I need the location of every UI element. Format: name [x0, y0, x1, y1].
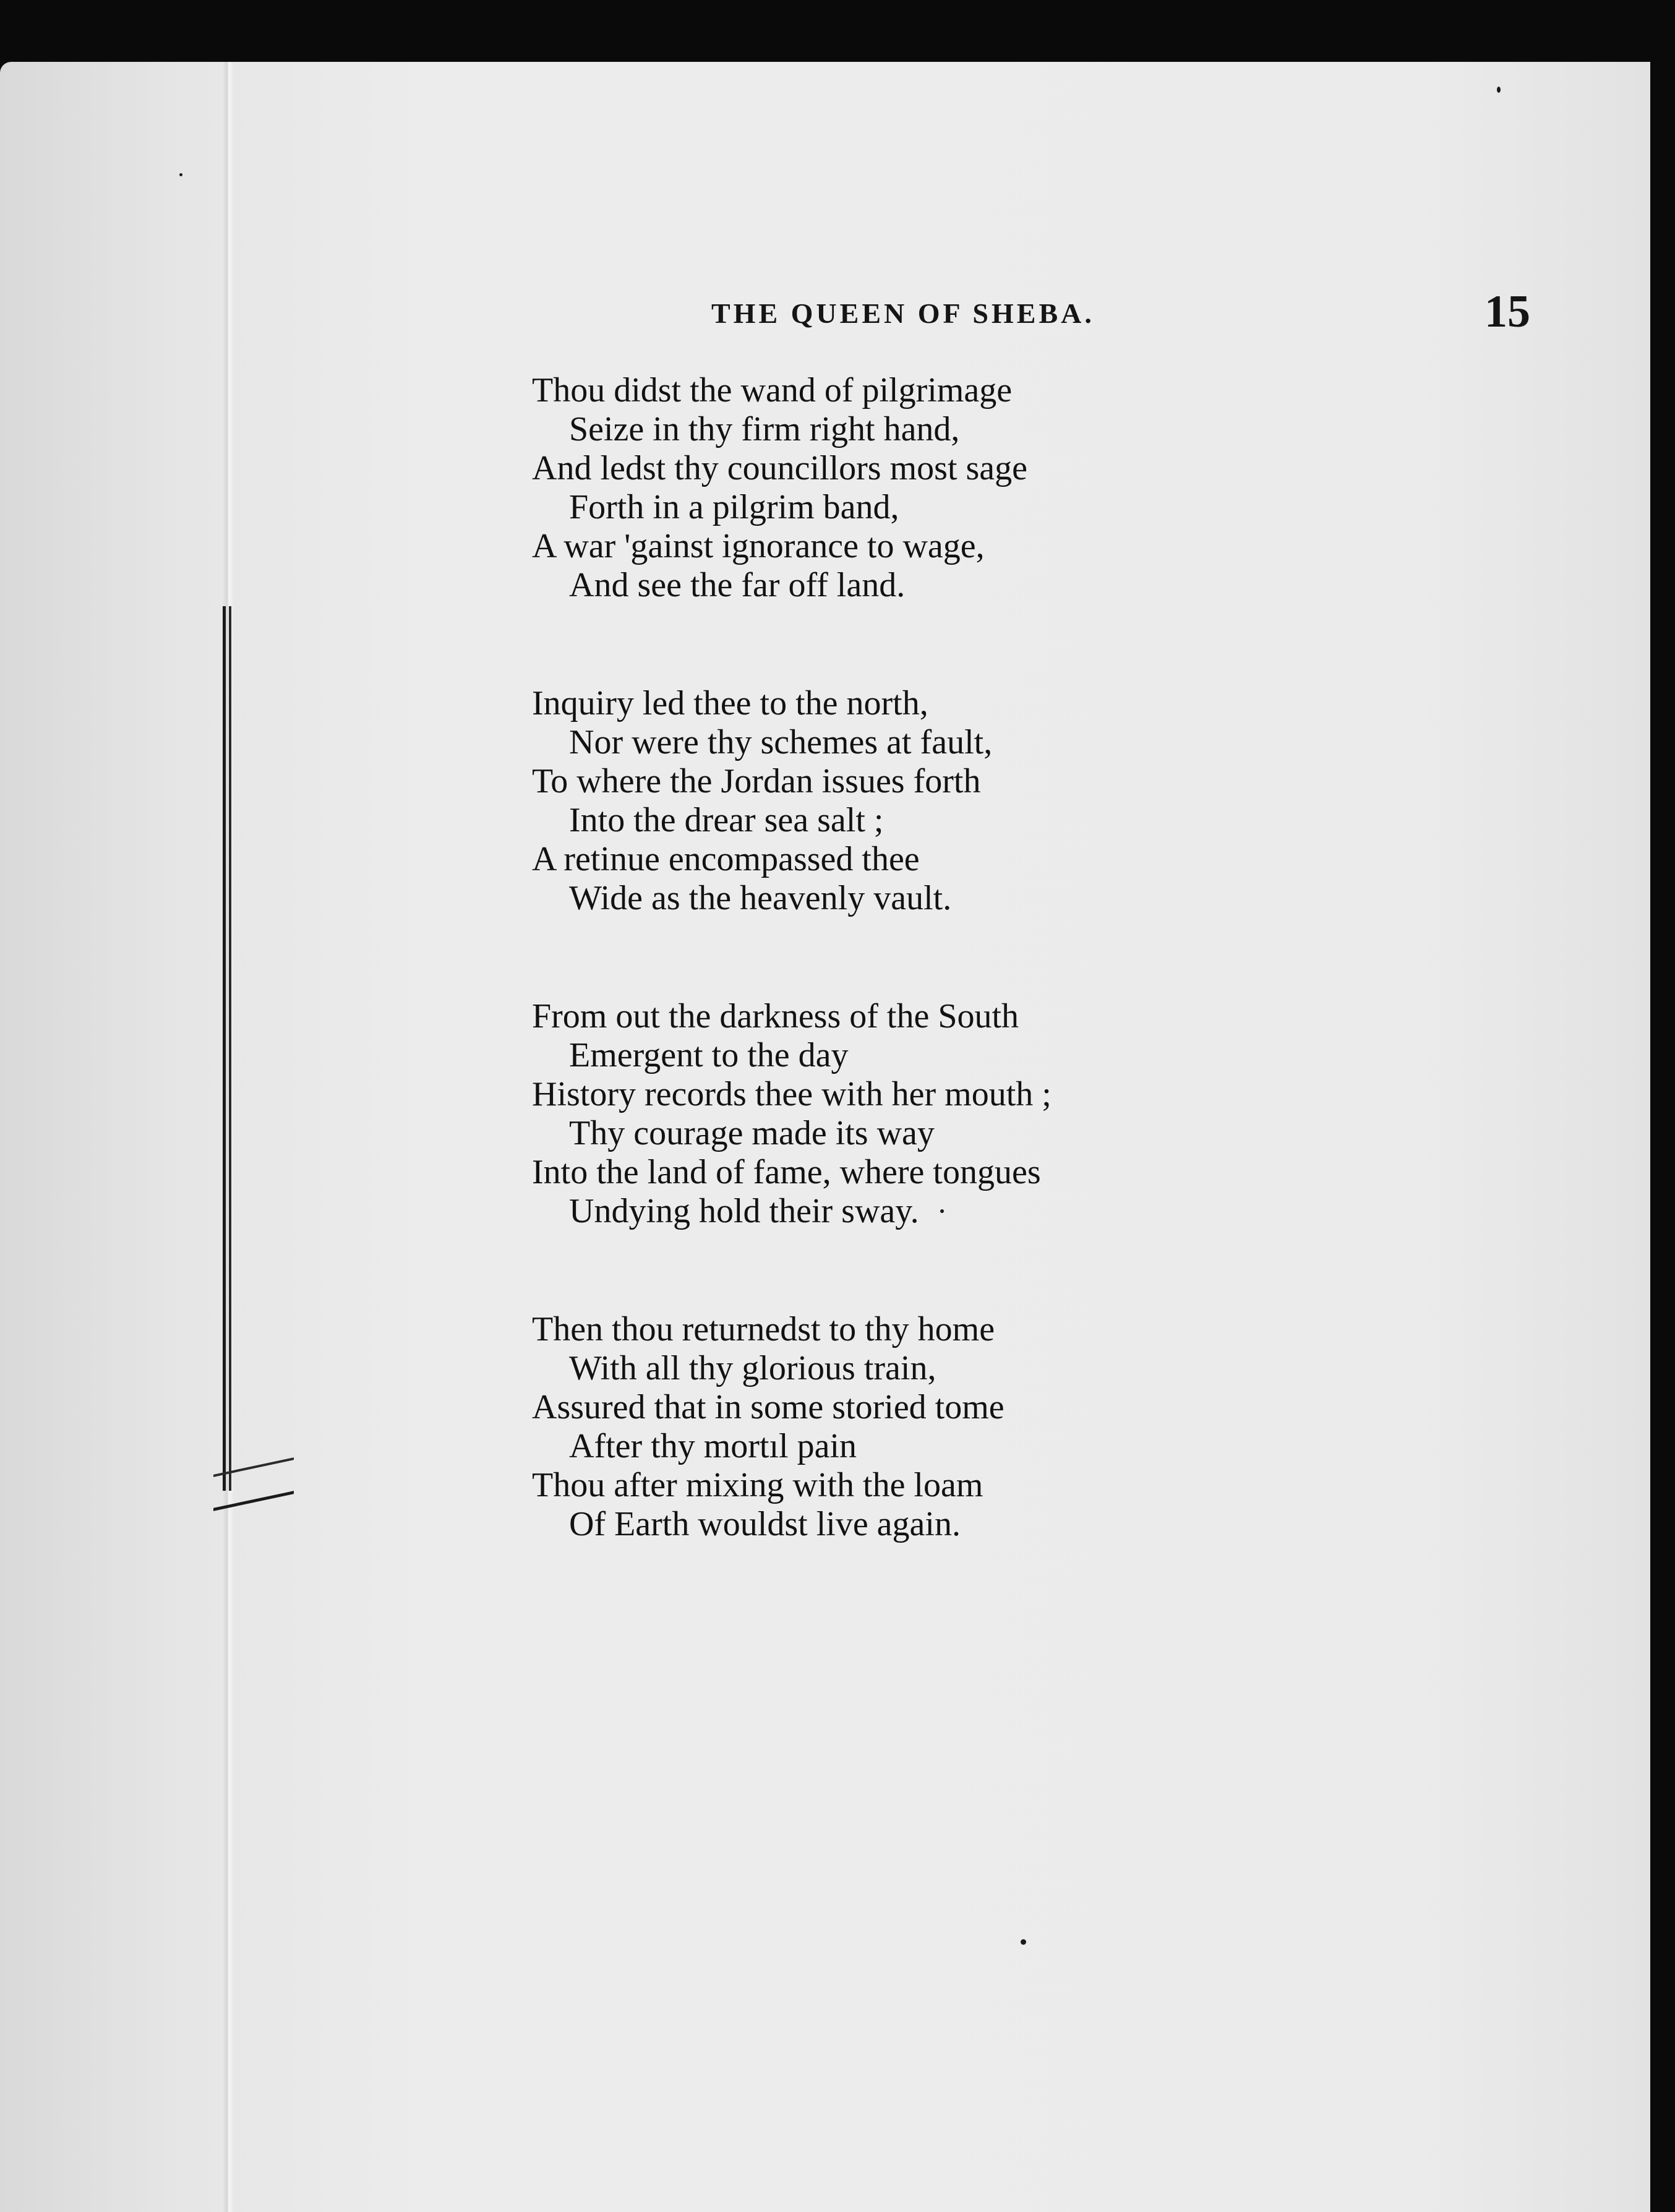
poem-line: To where the Jordan issues forth [532, 762, 981, 800]
stanza [532, 684, 1336, 918]
poem-line: With all thy glorious train, [569, 1349, 936, 1387]
poem-line: After thy mortıl pain [569, 1427, 857, 1465]
poem-line: Inquiry led thee to the north, [532, 684, 928, 722]
poem-line: Thou after mixing with the loam [532, 1466, 983, 1504]
running-title: THE QUEEN OF SHEBA. [711, 298, 1095, 329]
poem [532, 371, 1336, 1623]
stanza [532, 997, 1336, 1231]
poem-line: Emergent to the day [569, 1036, 849, 1074]
speck [1021, 1939, 1026, 1945]
microfilm-border-right [1650, 0, 1675, 2212]
poem-line: Seize in thy firm right hand, [569, 410, 960, 448]
stanza [532, 1310, 1336, 1544]
poem-line: Thy courage made its way [569, 1114, 935, 1152]
microfilm-border-top [0, 0, 1675, 68]
poem-line: Thou didst the wand of pilgrimage [532, 371, 1013, 409]
poem-line: Forth in a pilgrim band, [569, 488, 899, 526]
poem-line: Undying hold their sway. [569, 1192, 919, 1230]
poem-line: And ledst thy councillors most sage [532, 449, 1028, 487]
poem-line: A retinue encompassed thee [532, 840, 920, 878]
poem-line: Into the land of fame, where tongues [532, 1153, 1041, 1191]
poem-line: Then thou returnedst to thy home [532, 1310, 995, 1348]
poem-line: History records thee with her mouth ; [532, 1075, 1052, 1113]
poem-line: And see the far off land. [569, 566, 906, 604]
poem-line: Wide as the heavenly vault. [569, 879, 952, 917]
binding-stitch [223, 606, 231, 1491]
poem-line: From out the darkness of the South [532, 997, 1019, 1035]
speck [940, 1209, 944, 1213]
stanza [532, 371, 1336, 605]
speck [1497, 87, 1501, 93]
page-number: 15 [1484, 286, 1530, 337]
poem-line: A war 'gainst ignorance to wage, [532, 527, 985, 565]
poem-line: Nor were thy schemes at fault, [569, 723, 993, 761]
poem-line: Into the drear sea salt ; [569, 801, 884, 839]
poem-line: Assured that in some storied tome [532, 1388, 1005, 1426]
speck [179, 173, 182, 176]
poem-line: Of Earth wouldst live again. [569, 1505, 961, 1543]
